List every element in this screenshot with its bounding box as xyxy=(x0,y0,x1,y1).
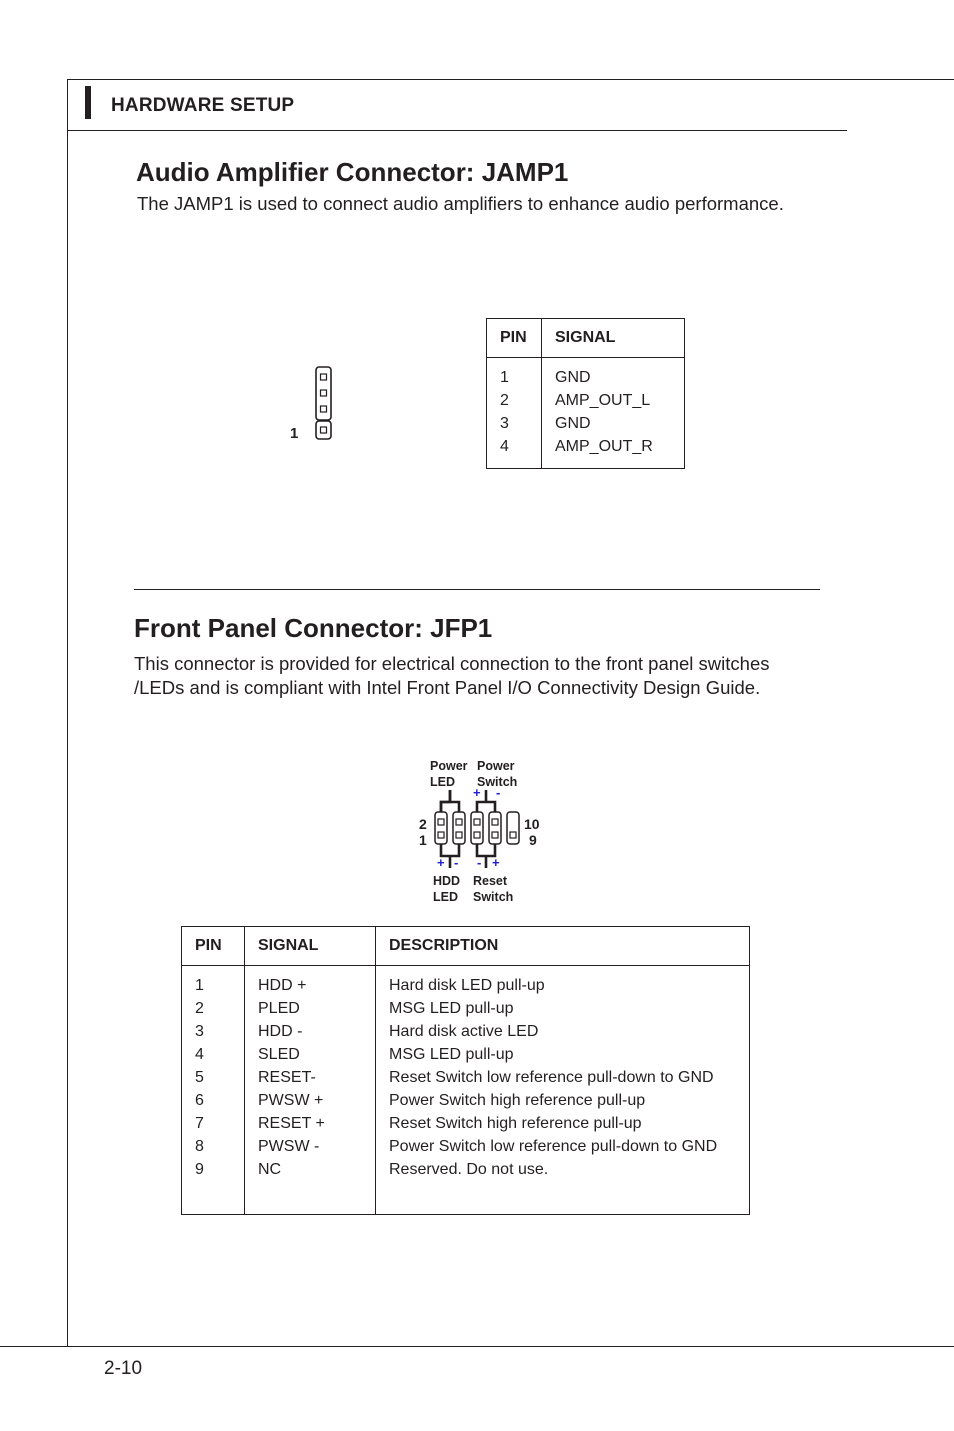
jfp1-label-9: 9 xyxy=(529,832,537,848)
jfp1-label-1: 1 xyxy=(419,832,427,848)
jfp1-pin-column xyxy=(182,966,245,1215)
jamp1-title: Audio Amplifier Connector: JAMP1 xyxy=(136,157,569,187)
jfp1-pin-cell: 1 xyxy=(195,977,204,994)
jfp1-signal-cell: PWSW + xyxy=(258,1092,324,1109)
hdd-led-label-line2: LED xyxy=(433,890,458,904)
jfp1-signal-column xyxy=(245,966,376,1215)
jfp1-header-signal: SIGNAL xyxy=(245,927,376,966)
jfp1-pin-4 xyxy=(456,819,462,825)
header-marker-bar xyxy=(85,86,91,119)
jfp1-description-cell: Hard disk active LED xyxy=(389,1023,539,1040)
jfp1-signal-cell: RESET + xyxy=(258,1115,325,1132)
header-underline xyxy=(67,130,847,131)
frame-top-rule xyxy=(67,79,954,80)
jfp1-pin-cell: 4 xyxy=(195,1046,204,1063)
jfp1-pin-9 xyxy=(510,832,516,838)
jfp1-header-description: DESCRIPTION xyxy=(376,927,750,966)
jfp1-pin-cell: 9 xyxy=(195,1161,204,1178)
jamp1-pin-3 xyxy=(321,390,327,396)
header-section-title: HARDWARE SETUP xyxy=(111,95,295,116)
jamp1-header-pin: PIN xyxy=(487,319,542,358)
jamp1-signal-column xyxy=(542,358,685,469)
section-divider xyxy=(134,589,820,590)
jfp1-header-pin: PIN xyxy=(182,927,245,966)
power-led-label-line1: Power xyxy=(430,759,468,773)
power-led-label-line2: LED xyxy=(430,775,455,789)
jfp1-signal-cell: PWSW - xyxy=(258,1138,320,1155)
jfp1-description-cell: Hard disk LED pull-up xyxy=(389,977,545,994)
jfp1-pin-1 xyxy=(438,832,444,838)
jfp1-pin-cell: 6 xyxy=(195,1092,204,1109)
jfp1-signal-cell: NC xyxy=(258,1161,282,1178)
jamp1-pin-cell: 2 xyxy=(500,392,509,409)
jfp1-pin-cell: 3 xyxy=(195,1023,204,1040)
jfp1-description-cell: MSG LED pull-up xyxy=(389,1046,514,1063)
jfp1-pin-table xyxy=(181,926,750,1215)
reset-switch-label-line2: Switch xyxy=(473,890,514,904)
jfp1-pin-cell: 2 xyxy=(195,1000,204,1017)
power-switch-label-line1: Power xyxy=(477,759,515,773)
jamp1-description: The JAMP1 is used to connect audio amplifiers to enhance audio performance. xyxy=(137,193,784,214)
jfp1-connector-diagram xyxy=(400,752,560,912)
jfp1-description-cell: Power Switch high reference pull-up xyxy=(389,1092,646,1109)
jfp1-description-line2: /LEDs and is compliant with Intel Front Panel I/O Connectivity Design Guide. xyxy=(134,677,761,698)
jamp1-pin-cell: 4 xyxy=(500,438,509,455)
power-switch-label-line2: Switch xyxy=(477,775,518,789)
power-led-bracket xyxy=(441,790,459,812)
hdd-led-label-line1: HDD xyxy=(433,874,461,888)
jfp1-label-2: 2 xyxy=(419,816,427,832)
jamp1-pin-table xyxy=(486,318,685,469)
reset-switch-plus: + xyxy=(492,855,500,870)
jamp1-pin1-box xyxy=(316,421,331,439)
jamp1-signal-cell: AMP_OUT_L xyxy=(555,392,651,409)
jamp1-pin1-label: 1 xyxy=(290,425,299,442)
jamp1-signal-cell: GND xyxy=(555,415,591,432)
jfp1-signal-cell: HDD - xyxy=(258,1023,303,1040)
jfp1-pin-3 xyxy=(456,832,462,838)
power-switch-minus: - xyxy=(496,785,501,800)
jamp1-pin-1 xyxy=(321,427,327,433)
jfp1-pin-cell: 8 xyxy=(195,1138,204,1155)
jamp1-signal-cell: AMP_OUT_R xyxy=(555,438,653,455)
jamp1-pin-4 xyxy=(321,374,327,380)
jamp1-pin-cell: 3 xyxy=(500,415,509,432)
jfp1-pin-column-2 xyxy=(453,812,465,844)
power-switch-plus: + xyxy=(473,785,481,800)
jfp1-signal-cell: SLED xyxy=(258,1046,300,1063)
jfp1-description-cell: MSG LED pull-up xyxy=(389,1000,514,1017)
jfp1-pin-cell: 7 xyxy=(195,1115,204,1132)
jamp1-pin-cell: 1 xyxy=(500,369,509,386)
jamp1-pin-column xyxy=(487,358,542,469)
reset-switch-minus: - xyxy=(477,855,482,870)
jfp1-pin-column-3 xyxy=(471,812,483,844)
jamp1-header-signal: SIGNAL xyxy=(542,319,685,358)
jfp1-description-column xyxy=(376,966,750,1215)
reset-switch-label-line1: Reset xyxy=(473,874,508,888)
jfp1-pin-column-5 xyxy=(507,812,519,844)
jfp1-label-10: 10 xyxy=(524,816,540,832)
page-number: 2-10 xyxy=(104,1358,143,1379)
jfp1-description-cell: Reset Switch low reference pull-down to GND xyxy=(389,1069,714,1086)
jfp1-pin-6 xyxy=(474,819,480,825)
jfp1-description-cell: Reset Switch high reference pull-up xyxy=(389,1115,642,1132)
frame-left-rule xyxy=(67,79,68,1347)
jfp1-pin-2 xyxy=(438,819,444,825)
jfp1-title: Front Panel Connector: JFP1 xyxy=(134,613,493,643)
jfp1-description-cell: Power Switch low reference pull-down to GND xyxy=(389,1138,718,1155)
footer-rule xyxy=(0,1346,954,1347)
hdd-led-minus: - xyxy=(454,855,459,870)
jfp1-pin-5 xyxy=(474,832,480,838)
jfp1-signal-cell: PLED xyxy=(258,1000,300,1017)
jfp1-description-line1: This connector is provided for electrical connection to the front panel switches xyxy=(134,653,770,674)
jamp1-signal-cell: GND xyxy=(555,369,591,386)
jfp1-signal-cell: RESET- xyxy=(258,1069,316,1086)
jfp1-pin-7 xyxy=(492,832,498,838)
jfp1-description-cell: Reserved. Do not use. xyxy=(389,1161,549,1178)
jamp1-pin-2 xyxy=(321,406,327,412)
jfp1-pin-column-1 xyxy=(435,812,447,844)
jfp1-pin-cell: 5 xyxy=(195,1069,204,1086)
hdd-led-plus: + xyxy=(437,855,445,870)
jamp1-connector-diagram xyxy=(280,360,350,450)
jfp1-signal-cell: HDD + xyxy=(258,977,307,994)
jfp1-pin-8 xyxy=(492,819,498,825)
jfp1-pin-column-4 xyxy=(489,812,501,844)
